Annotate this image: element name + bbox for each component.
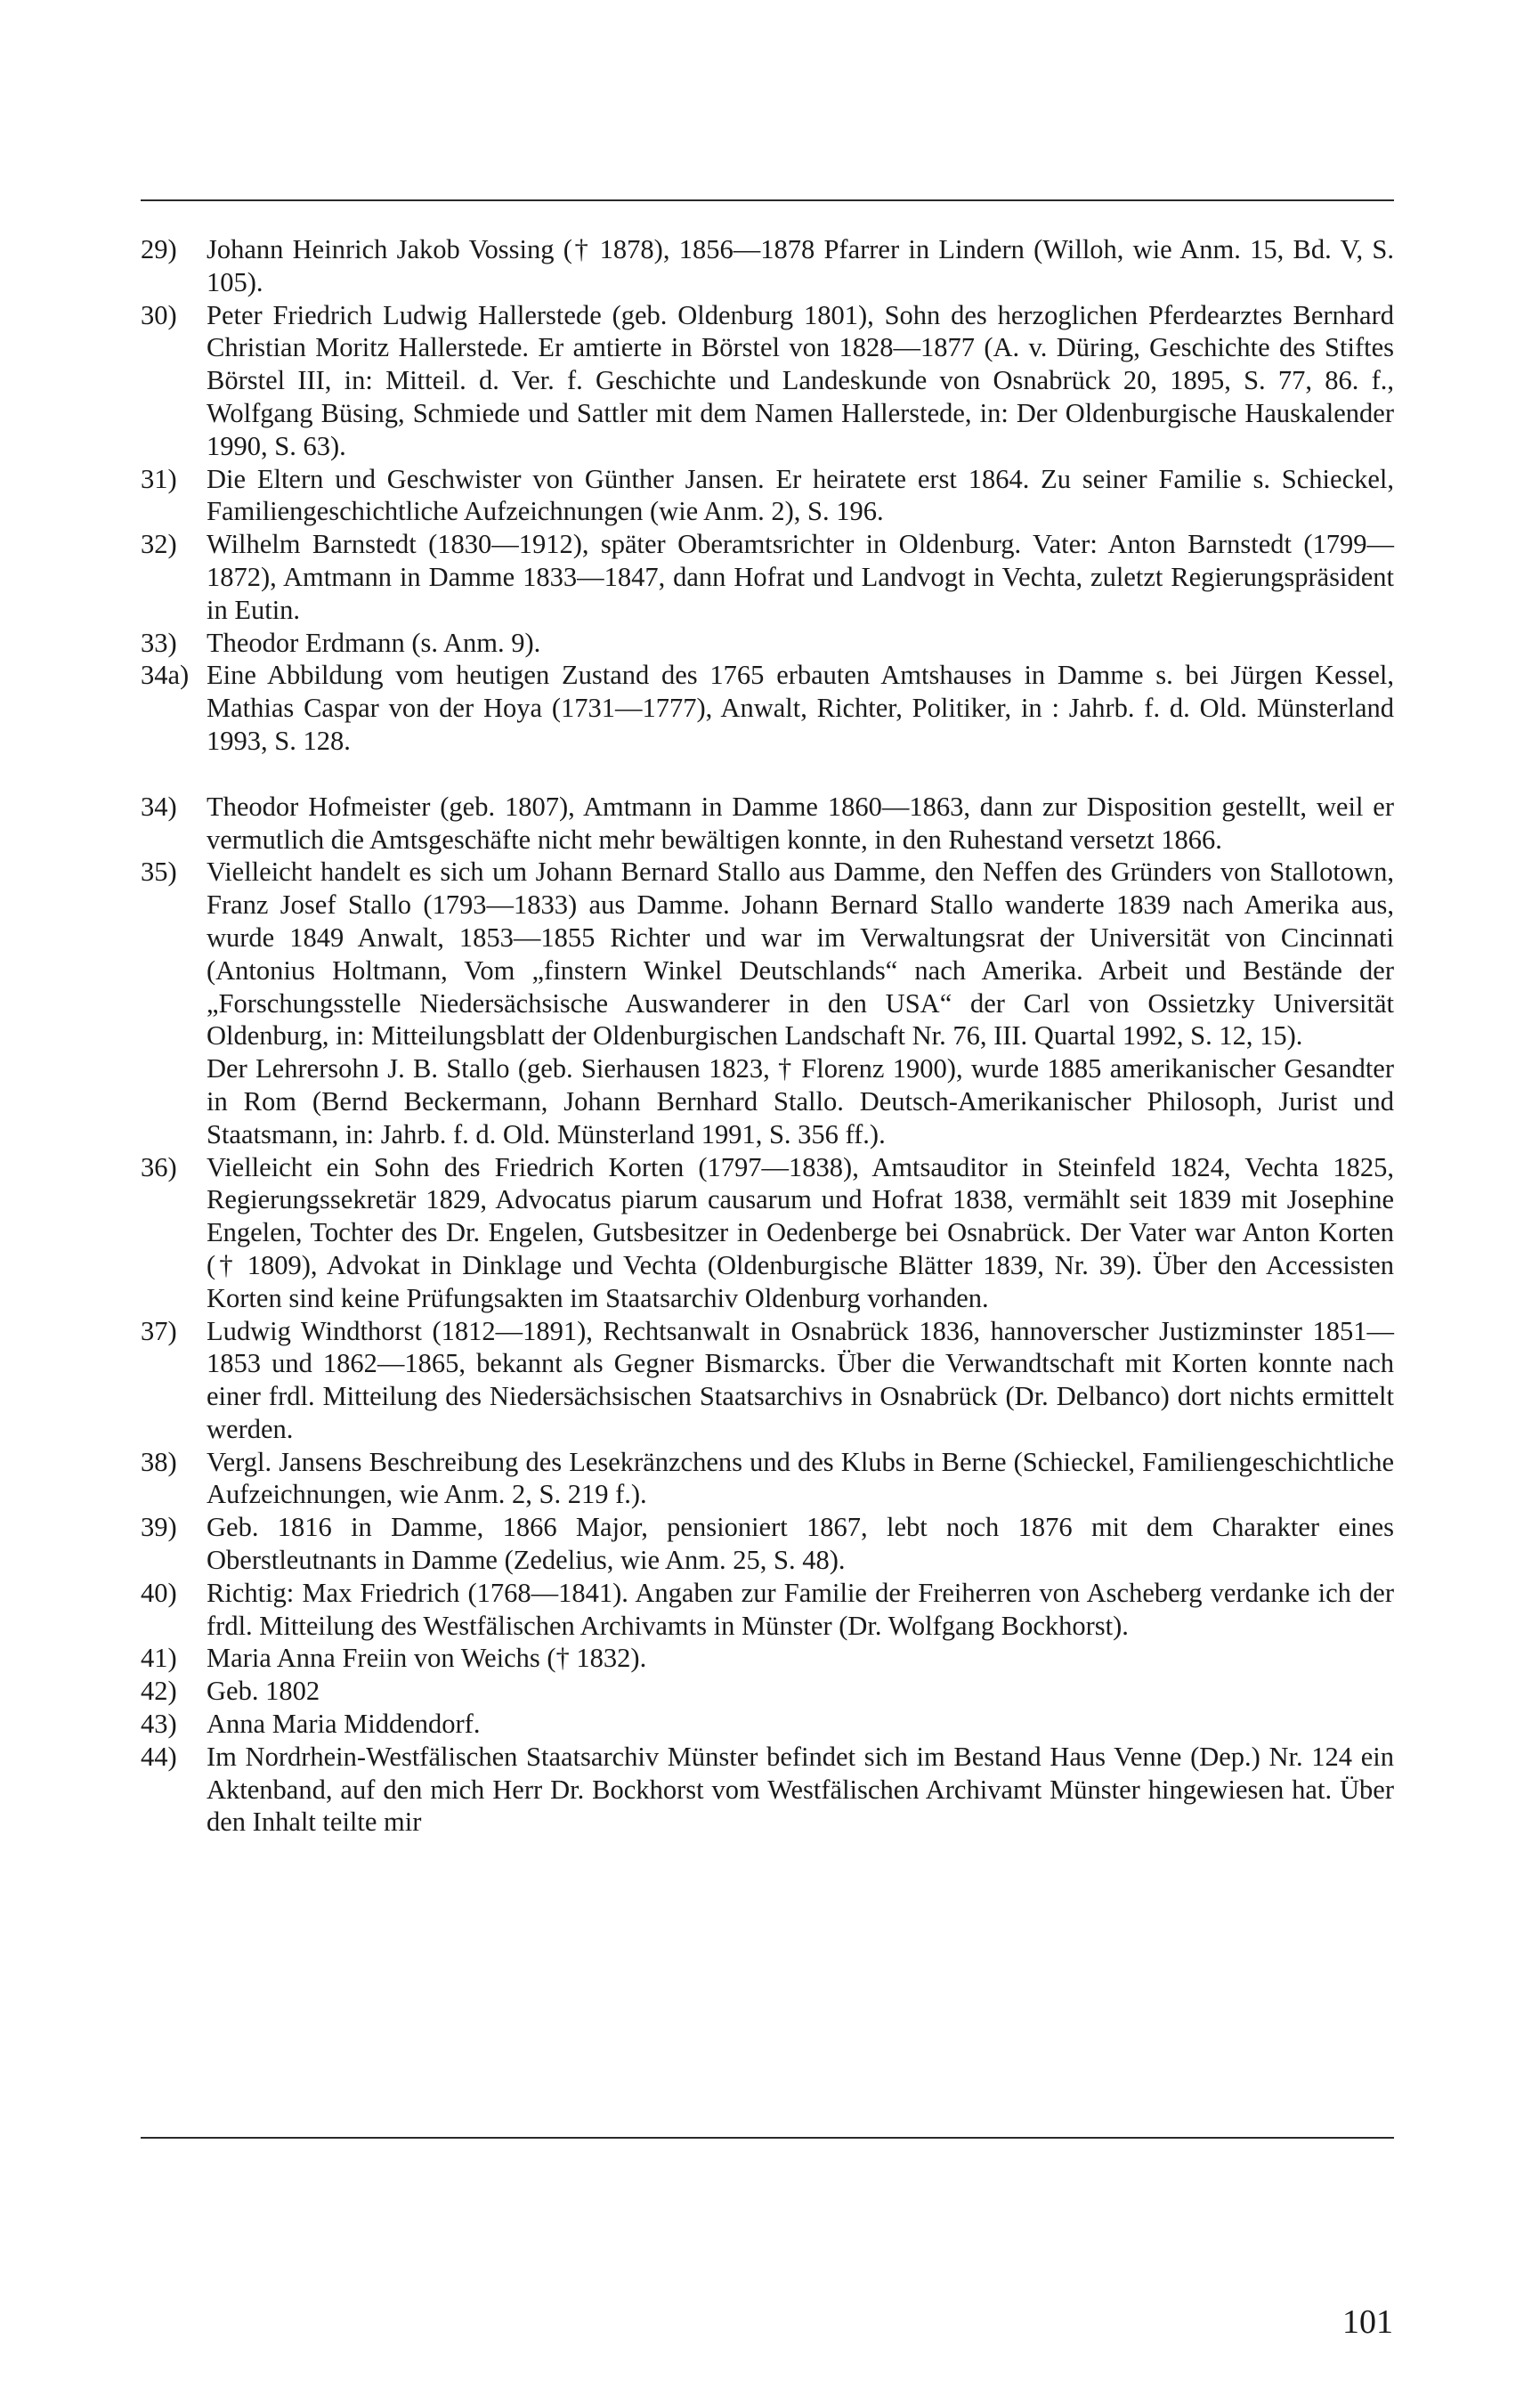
top-rule: [141, 199, 1394, 201]
footnote-42: [141, 1675, 1394, 1708]
footnote-number: 32): [141, 529, 177, 560]
footnote-text: Wilhelm Barnstedt (1830—1912), später Oberamtsrichter in Oldenburg. Vater: Anton Barnstedt (1799—1872), Amtmann in Damme 1833—1847, dann Hofrat und Landvogt in Vechta, zuletzt Regierungspräsident in Eutin.: [207, 529, 1394, 625]
footnote-38: [141, 1446, 1394, 1512]
footnote-number: 40): [141, 1577, 177, 1608]
footnote-text: Johann Heinrich Jakob Vossing († 1878), 1856—1878 Pfarrer in Lindern (Willoh, wie Anm. 15, Bd. V, S. 105).: [207, 234, 1394, 297]
footnote-29: [141, 233, 1394, 299]
footnote-number: 29): [141, 234, 177, 264]
footnote-36: [141, 1151, 1394, 1315]
footnote-text: Die Eltern und Geschwister von Günther Jansen. Er heiratete erst 1864. Zu seiner Familie s. Schieckel, Familiengeschichtliche Aufzeichnungen (wie Anm. 2), S. 196.: [207, 463, 1394, 527]
footnote-30: [141, 299, 1394, 463]
footnote-text: Ludwig Windthorst (1812—1891), Rechtsanwalt in Osnabrück 1836, hannoverscher Justizminster 1851—1853 und 1862—1865, bekannt als Gegner Bismarcks. Über die Verwandtschaft mit Korten konnte nach einer frdl. Mitteilung des Niedersächsischen Staatsarchivs in Osnabrück (Dr. Delbanco) dort nichts ermittelt werden.: [207, 1315, 1394, 1444]
footnote-number: 30): [141, 299, 177, 330]
footnote-text: Geb. 1802: [207, 1676, 320, 1707]
footnotes-list: [141, 233, 1394, 1839]
footnote-text-block: [207, 856, 1394, 1150]
footnote-43: [141, 1708, 1394, 1741]
footnote-number: 34): [141, 791, 177, 822]
footnote-text: Richtig: Max Friedrich (1768—1841). Angaben zur Familie der Freiherren von Ascheberg verdanke ich der frdl. Mitteilung des Westfälischen Archivamts in Münster (Dr. Wolfgang Bockhorst).: [207, 1577, 1394, 1641]
footnote-number: 37): [141, 1315, 177, 1346]
page-number: 101: [1342, 2303, 1393, 2341]
footnote-number: 34a): [141, 660, 190, 691]
footnote-34a: [141, 659, 1394, 757]
footnote-text: Vielleicht ein Sohn des Friedrich Korten (1797—1838), Amtsauditor in Steinfeld 1824, Vechta 1825, Regierungssekretär 1829, Advocatus piarum causarum und Hofrat 1838, vermählt seit 1839 mit Josephine Engelen, Tochter des Dr. Engelen, Gutsbesitzer in Oedenberge bei Osnabrück. Der Vater war Anton Korten († 1809), Advokat in Dinklage und Vechta (Oldenburgische Blätter 1839, Nr. 39). Über den Accessisten Korten sind keine Prüfungsakten im Staatsarchiv Oldenburg vorhanden.: [207, 1151, 1394, 1313]
footnote-text: Maria Anna Freiin von Weichs († 1832).: [207, 1643, 647, 1674]
footnote-40: [141, 1577, 1394, 1643]
footnote-number: 42): [141, 1676, 177, 1707]
footnote-number: 31): [141, 463, 177, 494]
footnote-number: 43): [141, 1709, 177, 1740]
bottom-rule: [141, 2137, 1394, 2139]
footnote-37: [141, 1315, 1394, 1446]
footnote-number: 44): [141, 1741, 177, 1772]
footnote-text: Vielleicht handelt es sich um Johann Bernard Stallo aus Damme, den Neffen des Gründers von Stallotown, Franz Josef Stallo (1793—1833) aus Damme. Johann Bernard Stallo wanderte 1839 nach Amerika aus, wurde 1849 Anwalt, 1853—1855 Richter und war im Verwaltungsrat der Universität von Cincinnati (Antonius Holtmann, Vom „finstern Winkel Deutschlands“ nach Amerika. Arbeit und Bestände der „Forschungsstelle Niedersächsische Auswanderer in den USA“ der Carl von Ossietzky Universität Oldenburg, in: Mitteilungsblatt der Oldenburgischen Landschaft Nr. 76, III. Quartal 1992, S. 12, 15).: [207, 857, 1394, 1052]
footnote-32: [141, 528, 1394, 626]
footnote-text: Theodor Hofmeister (geb. 1807), Amtmann in Damme 1860—1863, dann zur Disposition gestellt, weil er vermutlich die Amtsgeschäfte nicht mehr bewältigen konnte, in den Ruhestand versetzt 1866.: [207, 791, 1394, 855]
footnote-text: Vergl. Jansens Beschreibung des Lesekränzchens und des Klubs in Berne (Schieckel, Familiengeschichtliche Aufzeichnungen, wie Anm. 2, S. 219 f.).: [207, 1446, 1394, 1510]
footnote-35: [141, 856, 1394, 1150]
footnote-text: Im Nordrhein-Westfälischen Staatsarchiv Münster befindet sich im Bestand Haus Venne (Dep.) Nr. 124 ein Aktenband, auf den mich Herr Dr. Bockhorst vom Westfälischen Archivamt Münster hingewiesen hat. Über den Inhalt teilte mir: [207, 1741, 1394, 1838]
footnote-31: [141, 463, 1394, 529]
footnote-text: Anna Maria Middendorf.: [207, 1709, 481, 1740]
footnote-number: 39): [141, 1512, 177, 1543]
footnote-44: [141, 1741, 1394, 1839]
footnote-33: [141, 627, 1394, 660]
footnote-number: 38): [141, 1446, 177, 1477]
footnote-text: Theodor Erdmann (s. Anm. 9).: [207, 627, 541, 658]
footnote-text: Eine Abbildung vom heutigen Zustand des 1765 erbauten Amtshauses in Damme s. bei Jürgen Kessel, Mathias Caspar von der Hoya (1731—1777), Anwalt, Richter, Politiker, in : Jahrb. f. d. Old. Münsterland 1993, S. 128.: [207, 660, 1394, 756]
footnote-number: 36): [141, 1151, 177, 1182]
footnote-text-continued: Der Lehrersohn J. B. Stallo (geb. Sierhausen 1823, † Florenz 1900), wurde 1885 amerikanischer Gesandter in Rom (Bernd Beckermann, Johann Bernhard Stallo. Deutsch-Amerikanischer Philosoph, Jurist und Staatsmann, in: Jahrb. f. d. Old. Münsterland 1991, S. 356 ff.).: [207, 1053, 1394, 1149]
footnote-text: Geb. 1816 in Damme, 1866 Major, pensioniert 1867, lebt noch 1876 mit dem Charakter eines Oberstleutnants in Damme (Zedelius, wie Anm. 25, S. 48).: [207, 1512, 1394, 1576]
footnote-number: 33): [141, 627, 177, 658]
footnote-number: 41): [141, 1643, 177, 1674]
footnote-text: Peter Friedrich Ludwig Hallerstede (geb. Oldenburg 1801), Sohn des herzoglichen Pferdearztes Bernhard Christian Moritz Hallerstede. Er amtierte in Börstel von 1828—1877 (A. v. Düring, Geschichte des Stiftes Börstel III, in: Mitteil. d. Ver. f. Geschichte und Landeskunde von Osnabrück 20, 1895, S. 77, 86. f., Wolfgang Büsing, Schmiede und Sattler mit dem Namen Hallerstede, in: Der Oldenburgische Hauskalender 1990, S. 63).: [207, 299, 1394, 461]
footnote-39: [141, 1511, 1394, 1577]
footnote-41: [141, 1642, 1394, 1675]
footnote-number: 35): [141, 857, 177, 888]
footnote-34: [141, 791, 1394, 857]
